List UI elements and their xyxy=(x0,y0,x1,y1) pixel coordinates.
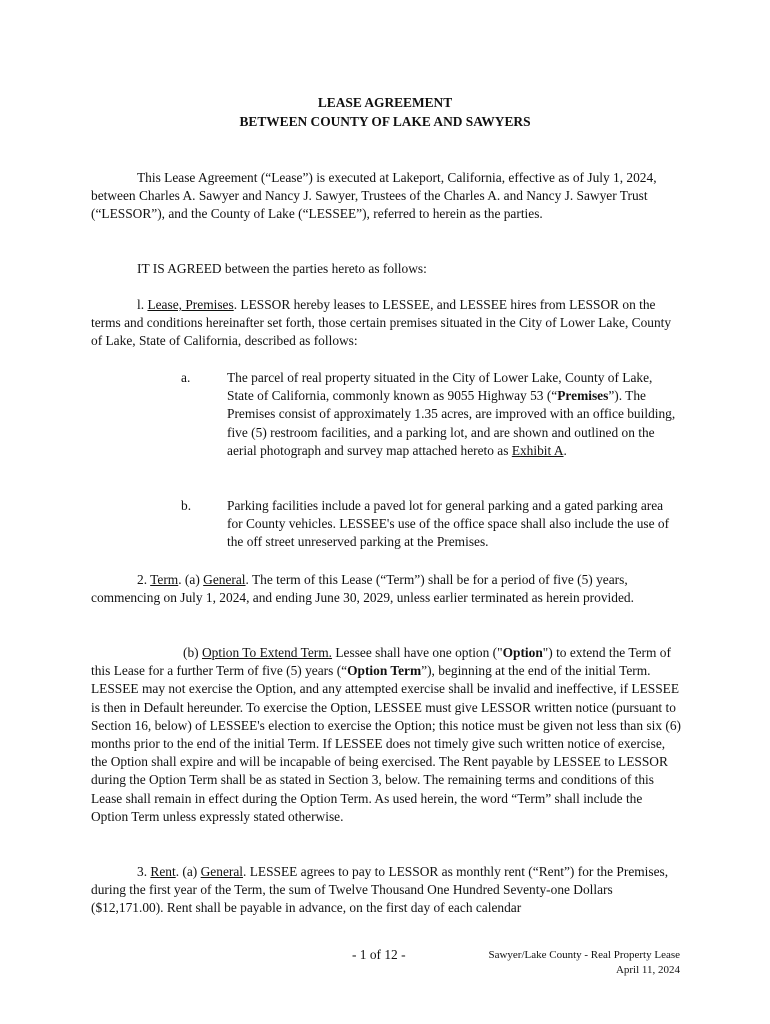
section-2b-heading: Option To Extend Term. xyxy=(201,645,333,660)
item-a-text-1: The parcel of real property situated in the City of Lower Lake, County of Lake, State of California, commonly known as 9055 Highway 53 (“ xyxy=(227,370,653,404)
item-a-premises-term: Premises xyxy=(557,388,609,404)
agreed-text: IT IS AGREED between the parties hereto as follows: xyxy=(137,261,427,276)
option-term-bold: Option xyxy=(502,645,543,660)
document-title-line-1: LEASE AGREEMENT xyxy=(317,95,453,110)
section-1-heading: Lease, Premises xyxy=(147,297,234,312)
section-3-text: . LESSEE agrees to pay to LESSOR as monthly rent (“Rent”) for the Premises, during the first year of the Term, the sum of Twelve Thousand One Hundred Seventy-one Dollars ($12,171.00). Rent shall be payable in advance, on the first day of each calendar xyxy=(91,864,669,916)
section-3-heading: Rent xyxy=(150,864,176,879)
item-a-body xyxy=(227,369,677,460)
section-2a-label: (a) xyxy=(184,572,200,587)
section-3a-label: (a) xyxy=(182,864,198,879)
section-2b-text-2: ") to extend the Term of this Lease for a further Term of five (5) years (“ xyxy=(91,645,671,679)
section-1-text: . LESSOR hereby leases to LESSEE, and LESSEE hires from LESSOR on the terms and conditions hereinafter set forth, those certain premises situated in the City of Lower Lake, County of Lake, State of California, described as follows: xyxy=(91,297,672,349)
exhibit-a-reference: Exhibit A xyxy=(511,442,564,458)
item-a-text-2: ”). The Premises consist of approximately 1.35 acres, are improved with an office building, five (5) restroom facilities, and a parking lot, and are shown and outlined on the aerial photograph and survey map attached hereto as xyxy=(227,388,676,458)
section-2b-text-1: Lessee shall have one option (" xyxy=(332,645,503,660)
section-1-paragraph xyxy=(91,296,681,351)
item-b-body: Parking facilities include a paved lot for general parking and a gated parking area for County vehicles. LESSEE's use of the office space shall also include the use of the off street unreserved parking at the Premises. xyxy=(227,498,670,550)
document-title-line-2: BETWEEN COUNTY OF LAKE AND SAWYERS xyxy=(239,114,531,129)
intro-text: This Lease Agreement (“Lease”) is executed at Lakeport, California, effective as of July 1, 2024, between Charles A. Sawyer and Nancy J. Sawyer, Trustees of the Charles A. and Nancy J. Sawyer Trust (“LESSOR”), and the County of Lake (“LESSEE”), referred to herein as the parties. xyxy=(91,170,657,222)
item-a-end: . xyxy=(563,442,567,458)
footer-date: April 11, 2024 xyxy=(615,964,680,976)
footer-document-info xyxy=(488,948,680,978)
section-3-number: 3. xyxy=(137,864,148,879)
section-2b-label: (b) xyxy=(183,645,199,660)
section-2a-paragraph: 2. Term. (a) General. The term of this Lease (“Term”) shall be for a period of five (5) years, commencing on July 1, 2024, and ending June 30, 2029, unless earlier terminated as herein provided. xyxy=(91,572,634,606)
option-term-period-bold: Option Term xyxy=(347,663,422,679)
item-a-letter: a. xyxy=(181,370,191,385)
section-2b-text-3: ”), beginning at the end of the initial Term. LESSEE may not exercise the Option, and any attempted exercise shall be invalid and ineffective, if LESSEE is then in Default hereunder. To exercise the Option, LESSEE must give LESSOR written notice (pursuant to Section 16, below) of LESSEE's election to exercise the Option; this notice must be given not less than six (6) months prior to the end of the initial Term. If LESSEE does not timely give such written notice of exercise, the Option shall expire and will be incapable of being exercised. The Rent payable by LESSEE to LESSOR during the Option Term shall be as stated in Section 3, below. The remaining terms and conditions of this Lease shall remain in effect during the Option Term. As used herein, the word “Term” shall include the Option Term unless expressly stated otherwise. xyxy=(91,663,682,824)
section-2a-text: . The term of this Lease (“Term”) shall be for a period of five (5) years, commencing on July 1, 2024, and ending June 30, 2029, unless earlier terminated as herein provided. xyxy=(91,572,634,606)
section-2b-paragraph xyxy=(91,644,681,826)
section-3-paragraph: 3. Rent. (a) General. LESSEE agrees to pay to LESSOR as monthly rent (“Rent”) for the Premises, during the first year of the Term, the sum of Twelve Thousand One Hundred Seventy-one Dollars ($12,171.00). Rent shall be payable in advance, on the first day of each calendar xyxy=(91,864,669,916)
agreed-paragraph xyxy=(91,260,681,278)
footer-document-name: Sawyer/Lake County - Real Property Lease xyxy=(488,949,680,961)
section-3a-heading: General xyxy=(200,864,244,879)
section-2-number: 2. xyxy=(137,572,148,587)
item-b-letter: b. xyxy=(181,498,192,513)
section-2a-heading: General xyxy=(203,572,246,587)
intro-paragraph xyxy=(91,169,681,224)
page-number: - 1 of 12 - xyxy=(352,947,406,962)
section-2-heading: Term xyxy=(150,572,179,587)
section-1-number: l. xyxy=(137,297,145,312)
